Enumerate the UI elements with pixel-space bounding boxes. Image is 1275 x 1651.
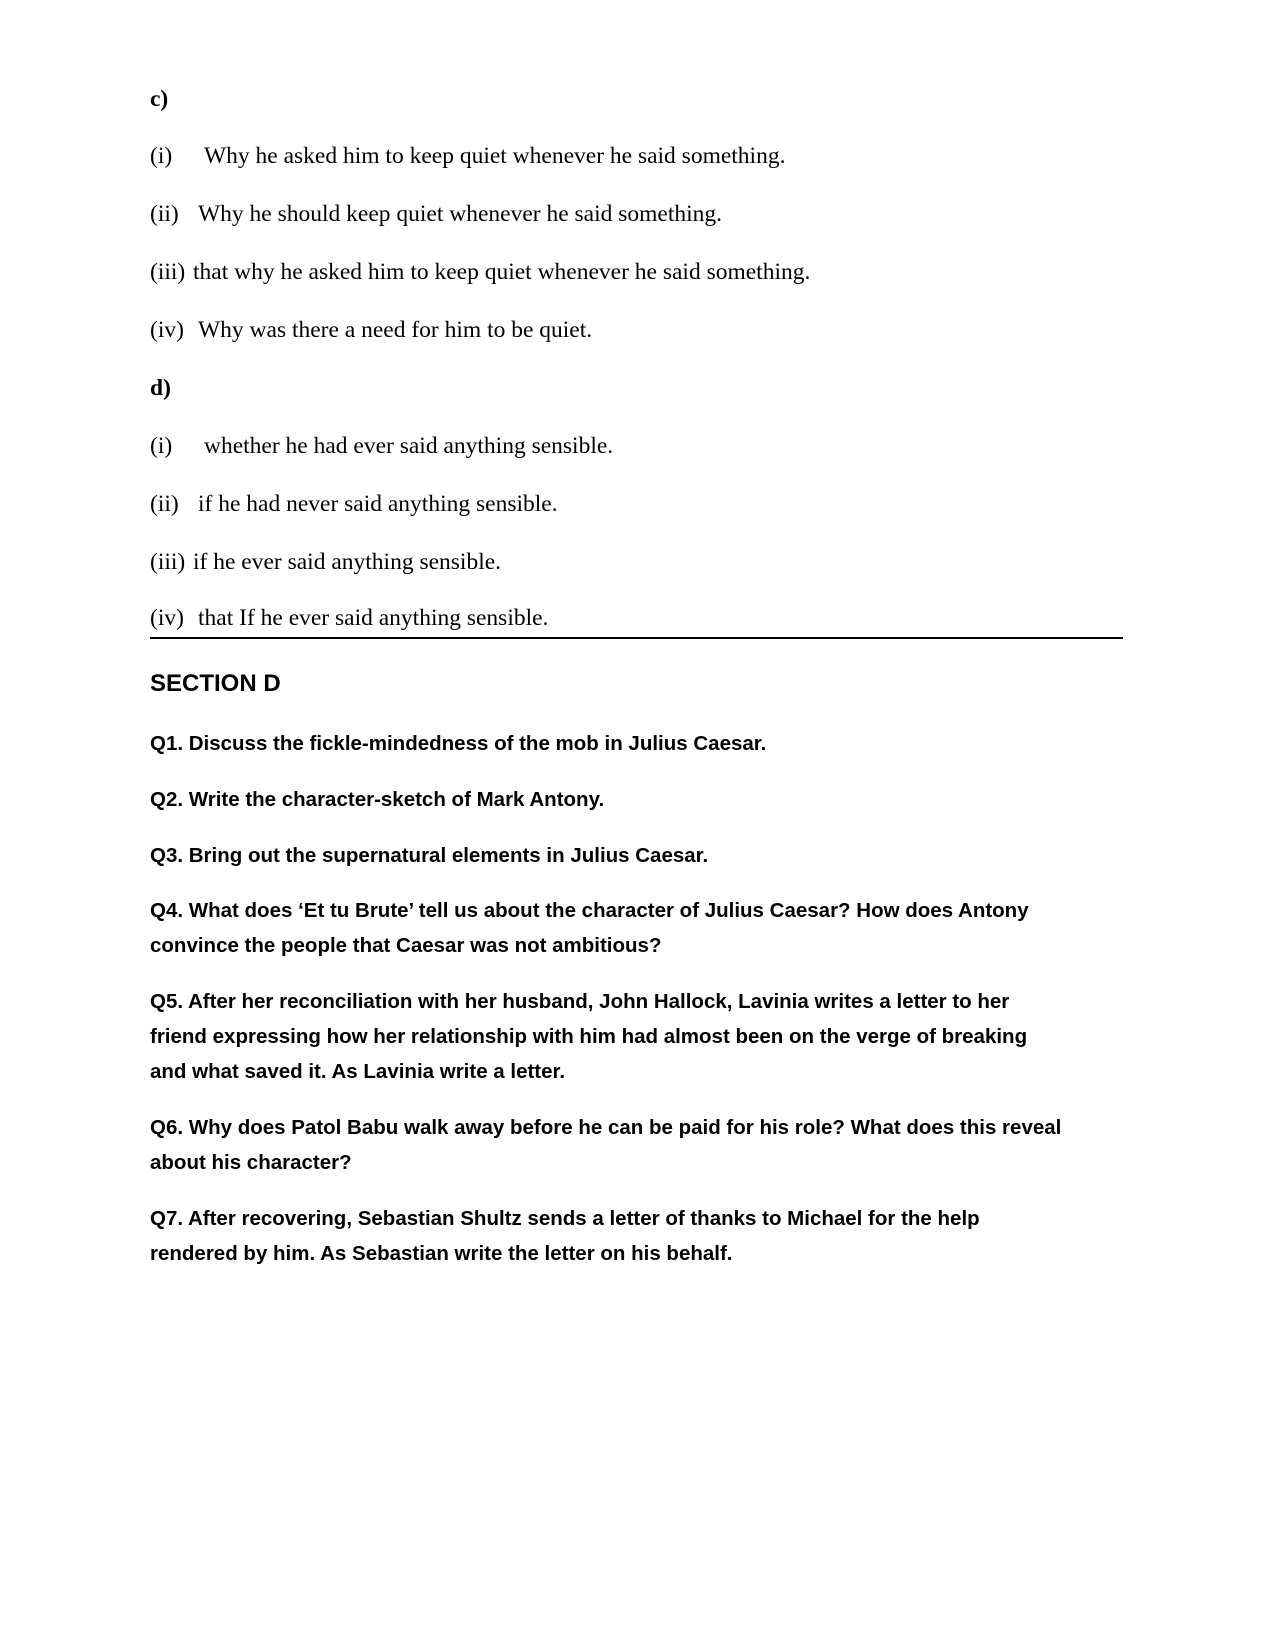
option-number: (ii) [150,491,179,517]
question-5 [150,984,1027,1089]
part-d-label: d) [150,375,171,401]
part-d-option-3 [150,547,501,577]
question-line: friend expressing how her relationship with him had almost been on the verge of breaking [150,1025,1028,1048]
option-number: (iii) [150,259,186,285]
option-number: (iv) [150,605,184,631]
question-line: rendered by him. As Sebastian write the letter on his behalf. [150,1242,733,1265]
question-3 [150,838,708,873]
question-line: Q3. Bring out the supernatural elements in Julius Caesar. [150,844,709,867]
question-6 [150,1110,1061,1180]
part-c-option-4 [150,315,592,345]
question-line: Q4. What does ‘Et tu Brute’ tell us about the character of Julius Caesar? How does Antony [150,899,1029,922]
question-line: about his character? [150,1151,352,1174]
question-line: Q2. Write the character-sketch of Mark Antony. [150,788,605,811]
part-c-label: c) [150,86,169,112]
option-text: if he ever said anything sensible. [193,549,502,575]
option-text: whether he had ever said anything sensible. [204,433,614,459]
question-line: Q5. After her reconciliation with her husband, John Hallock, Lavinia writes a letter to her [150,990,1010,1013]
question-7 [150,1201,980,1271]
question-line: Q7. After recovering, Sebastian Shultz sends a letter of thanks to Michael for the help [150,1207,980,1230]
part-c-option-3 [150,257,810,287]
section-d-title: SECTION D [150,670,281,697]
option-number: (i) [150,433,173,459]
option-text: if he had never said anything sensible. [198,491,558,517]
option-text: Why was there a need for him to be quiet. [198,317,593,343]
part-d-option-2 [150,489,558,519]
option-number: (iii) [150,549,186,575]
option-text: that If he ever said anything sensible. [198,605,549,631]
option-number: (ii) [150,201,179,227]
question-line: Q1. Discuss the fickle-mindedness of the mob in Julius Caesar. [150,732,767,755]
question-2 [150,782,604,817]
option-number: (i) [150,143,173,169]
question-line: and what saved it. As Lavinia write a letter. [150,1060,566,1083]
question-line: Q6. Why does Patol Babu walk away before he can be paid for his role? What does this reveal [150,1116,1062,1139]
question-1 [150,726,766,761]
option-number: (iv) [150,317,184,343]
part-c-option-1 [150,141,785,171]
part-d-option-1 [150,431,613,461]
option-text: Why he should keep quiet whenever he said something. [198,201,723,227]
question-4 [150,893,1029,963]
option-text: Why he asked him to keep quiet whenever he said something. [204,143,786,169]
section-divider [150,637,1123,639]
question-line: convince the people that Caesar was not ambitious? [150,934,662,957]
option-text: that why he asked him to keep quiet whenever he said something. [193,259,811,285]
part-d-option-4 [150,603,548,633]
part-c-option-2 [150,199,722,229]
